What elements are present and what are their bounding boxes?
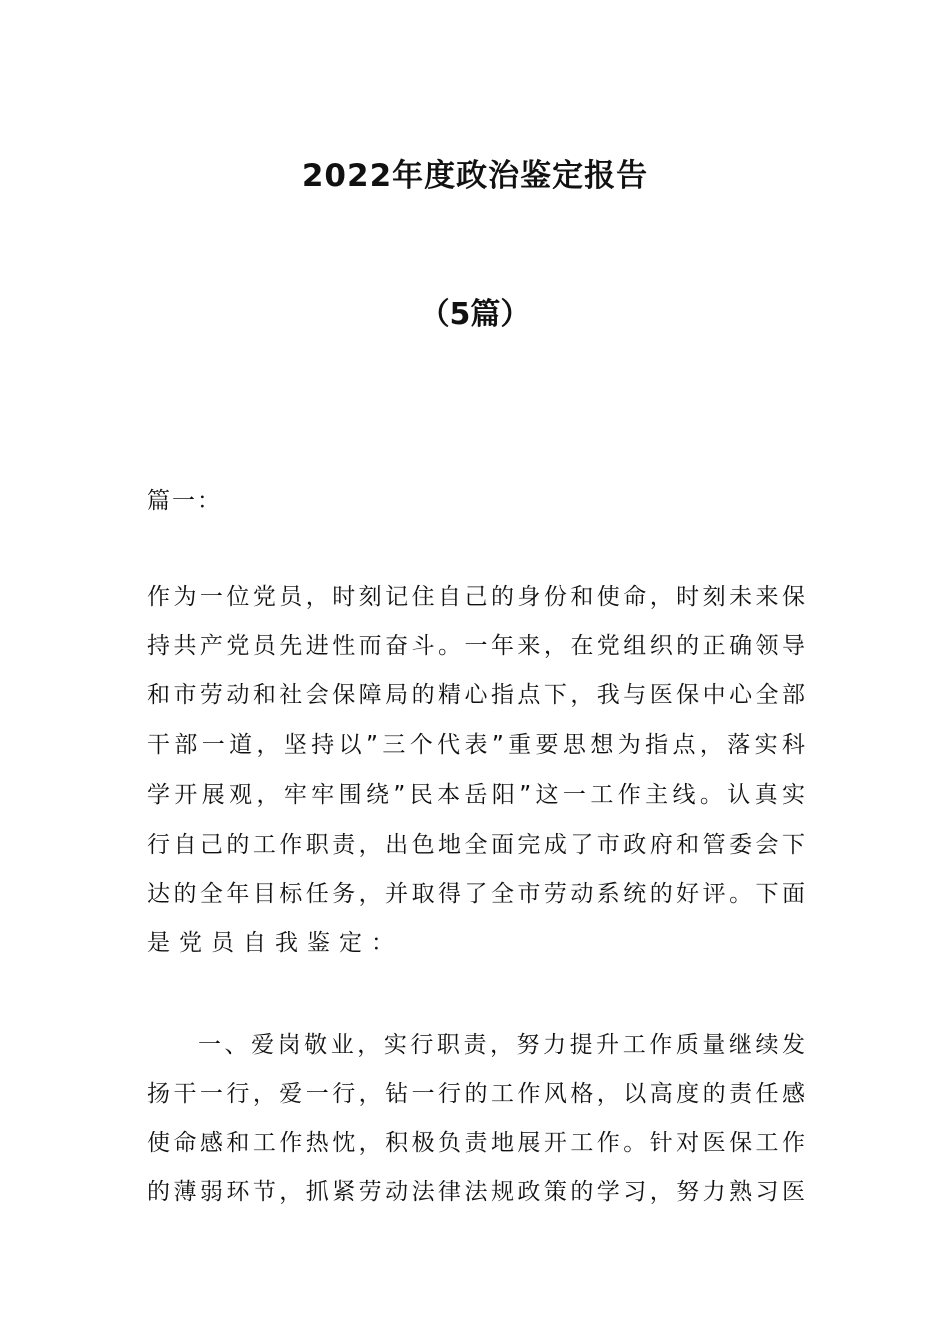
document-subtitle: （5篇） bbox=[419, 297, 531, 332]
text-line: 和市劳动和社会保障局的精心指点下，我与医保中心全部 bbox=[147, 682, 805, 708]
text-line: 扬干一行，爱一行，钻一行的工作风格，以高度的责任感 bbox=[147, 1081, 805, 1107]
text-line: 的薄弱环节，抓紧劳动法律法规政策的学习，努力熟习医 bbox=[147, 1179, 805, 1205]
text-line: 一、爱岗敬业，实行职责，努力提升工作质量继续发 bbox=[198, 1032, 805, 1058]
text-line: 使命感和工作热忱，积极负责地展开工作。针对医保工作 bbox=[147, 1130, 805, 1156]
text-line: 行自己的工作职责，出色地全面完成了市政府和管委会下 bbox=[147, 832, 805, 858]
document-title: 2022年度政治鉴定报告 bbox=[301, 158, 649, 194]
text-line: 是党员自我鉴定： bbox=[147, 930, 403, 956]
section-label: 篇一： bbox=[147, 488, 222, 514]
text-line: 持共产党员先进性而奋斗。一年来，在党组织的正确领导 bbox=[147, 633, 805, 659]
text-line: 达的全年目标任务，并取得了全市劳动系统的好评。下面 bbox=[147, 881, 805, 907]
text-line: 作为一位党员，时刻记住自己的身份和使命，时刻未来保 bbox=[147, 584, 805, 610]
text-line: 学开展观，牢牢围绕”民本岳阳”这一工作主线。认真实 bbox=[147, 782, 805, 808]
text-line: 干部一道，坚持以”三个代表”重要思想为指点，落实科 bbox=[147, 732, 805, 758]
